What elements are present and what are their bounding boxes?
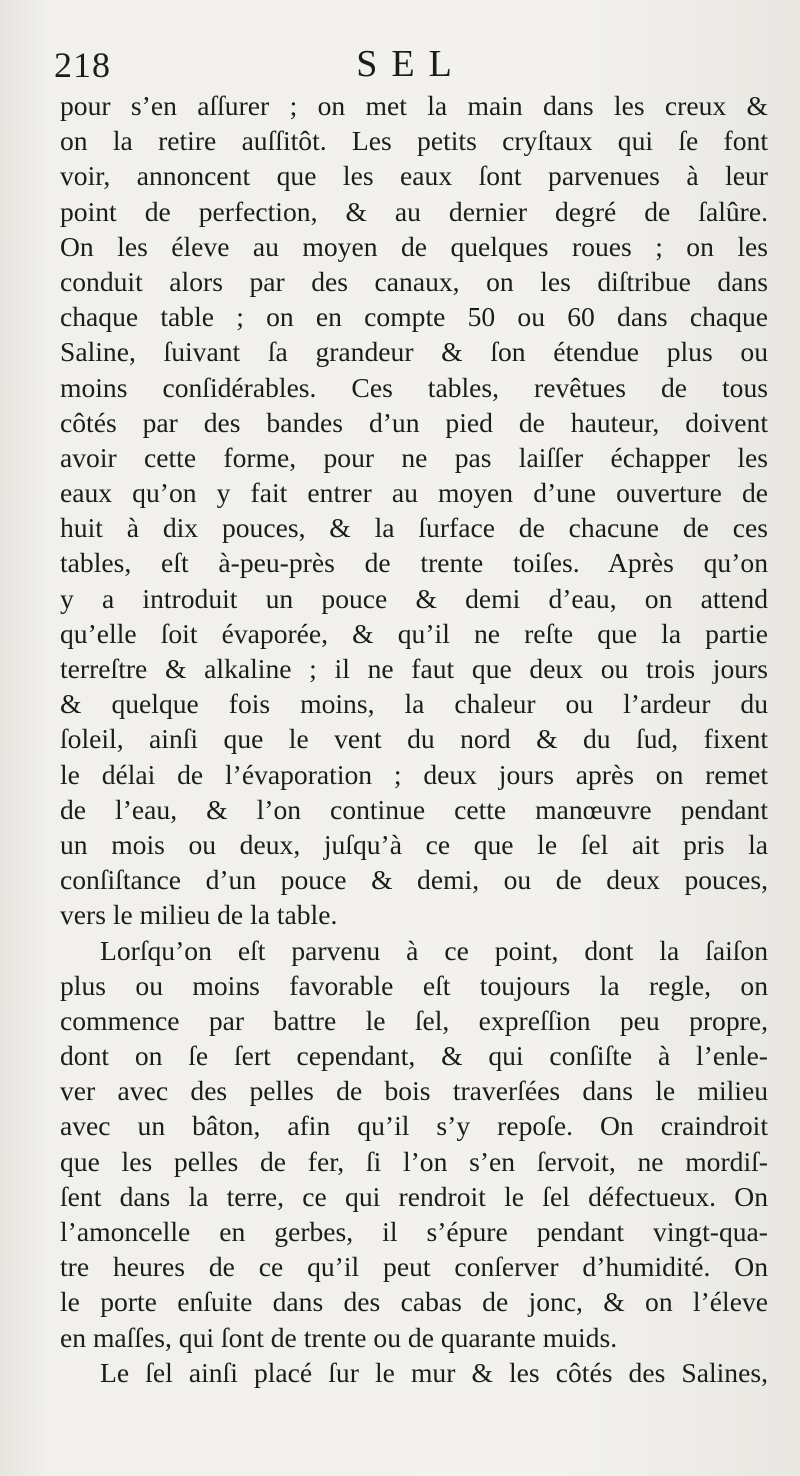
text-line: conduit alors par des canaux, on les diſtribue dans: [60, 265, 768, 297]
text-line: voir, annoncent que les eaux ſont parvenues à leur: [60, 160, 768, 192]
text-line: chaque table ; on en compte 50 ou 60 dans chaque: [60, 301, 768, 333]
text-line: commence par battre le ſel, expreſſion peu propre,: [60, 1004, 768, 1036]
text-line: conſiſtance d’un pouce & demi, ou de deux pouces,: [60, 864, 768, 896]
text-line: le délai de l’évaporation ; deux jours après on remet: [60, 758, 768, 790]
text-line: de l’eau, & l’on continue cette manœuvre pendant: [60, 793, 768, 825]
text-line: avec un bâton, afin qu’il s’y repoſe. On craindroit: [60, 1110, 768, 1142]
text-line: qu’elle ſoit évaporée, & qu’il ne reſte que la partie: [60, 617, 768, 649]
text-line: moins conſidérables. Ces tables, revêtues de tous: [60, 371, 768, 403]
text-line: Lorſqu’on eſt parvenu à ce point, dont la ſaiſon: [100, 934, 768, 966]
text-line: pour s’en aſſurer ; on met la main dans les creux &: [60, 90, 768, 121]
text-line: on la retire auſſitôt. Les petits cryſtaux qui ſe font: [60, 125, 768, 157]
running-title: SEL: [356, 43, 466, 85]
text-line: que les pelles de fer, ſi l’on s’en ſervoit, ne mordiſ-: [60, 1145, 768, 1177]
text-line: point de perfection, & au dernier degré de ſalûre.: [60, 195, 768, 227]
text-line: y a introduit un pouce & demi d’eau, on attend: [60, 582, 768, 614]
text-line: en maſſes, qui ſont de trente ou de quarante muids.: [60, 1321, 618, 1353]
text-line: eaux qu’on y fait entrer au moyen d’une ouverture de: [60, 477, 768, 509]
text-line: & quelque fois moins, la chaleur ou l’ardeur du: [60, 688, 768, 720]
text-line: l’amoncelle en gerbes, il s’épure pendant vingt-qua-: [60, 1216, 768, 1247]
text-line: côtés par des bandes d’un pied de hauteur, doivent: [60, 406, 768, 438]
text-line: terreſtre & alkaline ; il ne faut que deux ou trois jours: [60, 653, 768, 684]
text-line: On les éleve au moyen de quelques roues ; on les: [60, 230, 768, 262]
text-line: le porte enſuite dans des cabas de jonc, & on l’éleve: [60, 1286, 768, 1318]
text-line: vers le milieu de la table.: [60, 899, 338, 931]
page-header: [54, 40, 760, 86]
text-line: ſent dans la terre, ce qui rendroit le ſel défectueux. On: [60, 1180, 768, 1212]
text-line: huit à dix pouces, & la ſurface de chacune de ces: [60, 512, 768, 544]
text-line: dont on ſe ſert cependant, & qui conſiſte à l’enle-: [60, 1040, 768, 1072]
text-line: ver avec des pelles de bois traverſées dans le milieu: [60, 1075, 768, 1107]
text-line: Le ſel ainſi placé ſur le mur & les côtés des Salines,: [100, 1356, 768, 1388]
text-line: tre heures de ce qu’il peut conſerver d’humidité. On: [60, 1251, 768, 1283]
page-number: 218: [54, 45, 111, 85]
text-line: ſoleil, ainſi que le vent du nord & du ſud, fixent: [60, 723, 768, 755]
text-line: avoir cette forme, pour ne pas laiſſer échapper les: [60, 441, 768, 473]
text-line: tables, eſt à-peu-près de trente toiſes. Après qu’on: [60, 547, 768, 579]
text-line: un mois ou deux, juſqu’à ce que le ſel ait pris la: [60, 828, 768, 860]
text-line: Saline, ſuivant ſa grandeur & ſon étendue plus ou: [60, 336, 768, 368]
text-line: plus ou moins favorable eſt toujours la regle, on: [60, 969, 768, 1001]
body-text: [60, 88, 768, 1390]
